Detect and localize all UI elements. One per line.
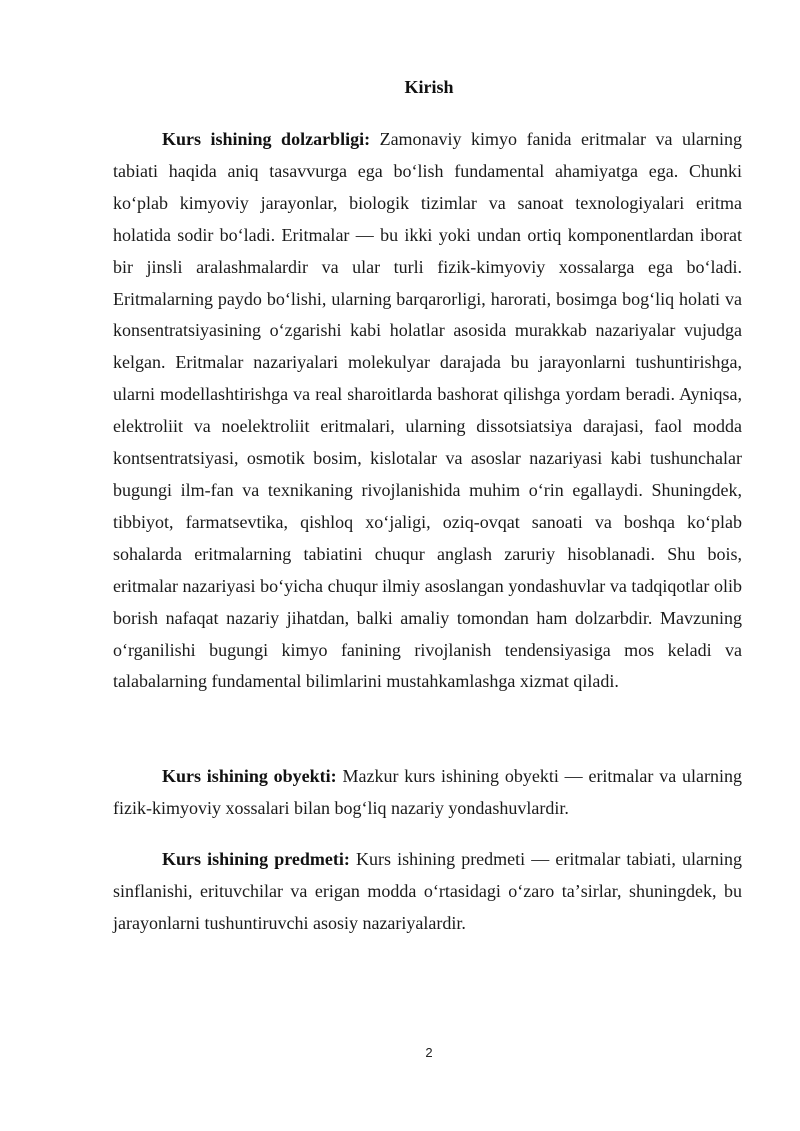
paragraph-relevance [113,124,742,698]
paragraph-subject [113,843,742,939]
paragraph-lead-subject: Kurs ishining predmeti: [162,849,350,869]
paragraph-text-subject: Kurs ishining predmeti — eritmalar tabiati, ularning sinflanishi, erituvchilar va erigan modda oʻrtasidagi oʻzaro taʼsirlar, shuningdek, bu jarayonlarni tushuntiruvchi asosiy nazariyalardir. [113,849,742,933]
page-number: 2 [425,1045,433,1060]
paragraph-lead-object: Kurs ishining obyekti: [162,766,337,786]
paragraph-text-relevance: Zamonaviy kimyo fanida eritmalar va ularning tabiati haqida aniq tasavvurga ega boʻlish fundamental ahamiyatga ega. Chunki koʻplab kimyoviy jarayonlar, biologik tizimlar va sanoat texnologiyalari eritma holatida sodir boʻladi. Eritmalar — bu ikki yoki undan ortiq komponentlardan iborat bir jinsli aralashmalardir va ular turli fizik-kimyoviy xossalarga ega boʻladi. Eritmalarning paydo boʻlishi, ularning barqarorligi, harorati, bosimga bogʻliq holati va konsentratsiyasining oʻzgarishi kabi holatlar asosida murakkab nazariyalar vujudga kelgan. Eritmalar nazariyalari molekulyar darajada bu jarayonlarni tushuntirishga, ularni modellashtirishga va real sharoitlarda bashorat qilishga yordam beradi. Ayniqsa, elektroliit va noelektroliit eritmalari, ularning dissotsiatsiya darajasi, faol modda kontsentratsiyasi, osmotik bosim, kislotalar va asoslar nazariyasi kabi tushunchalar bugungi ilm-fan va texnikaning rivojlanishida muhim oʻrin egallaydi. Shuningdek, tibbiyot, farmatsevtika, qishloq xoʻjaligi, oziq-ovqat sanoati va boshqa koʻplab sohalarda eritmalarning tabiatini chuqur anglash zaruriy hisoblanadi. Shu bois, eritmalar nazariyasi boʻyicha chuqur ilmiy asoslangan yondashuvlar va tadqiqotlar olib borish nafaqat nazariy jihatdan, balki amaliy tomondan ham dolzarbdir. Mavzuning oʻrganilishi bugungi kimyo fanining rivojlanish tendensiyasiga mos keladi va talabalarning fundamental bilimlarini mustahkamlashga xizmat qiladi. [113,129,742,692]
paragraph-object [113,760,742,824]
paragraph-lead-relevance: Kurs ishining dolzarbligi: [162,129,371,149]
page-title: Kirish [404,77,454,97]
paragraph-text-object: Mazkur kurs ishining obyekti — eritmalar va ularning fizik-kimyoviy xossalari bilan bogʻliq nazariy yondashuvlardir. [113,766,742,818]
